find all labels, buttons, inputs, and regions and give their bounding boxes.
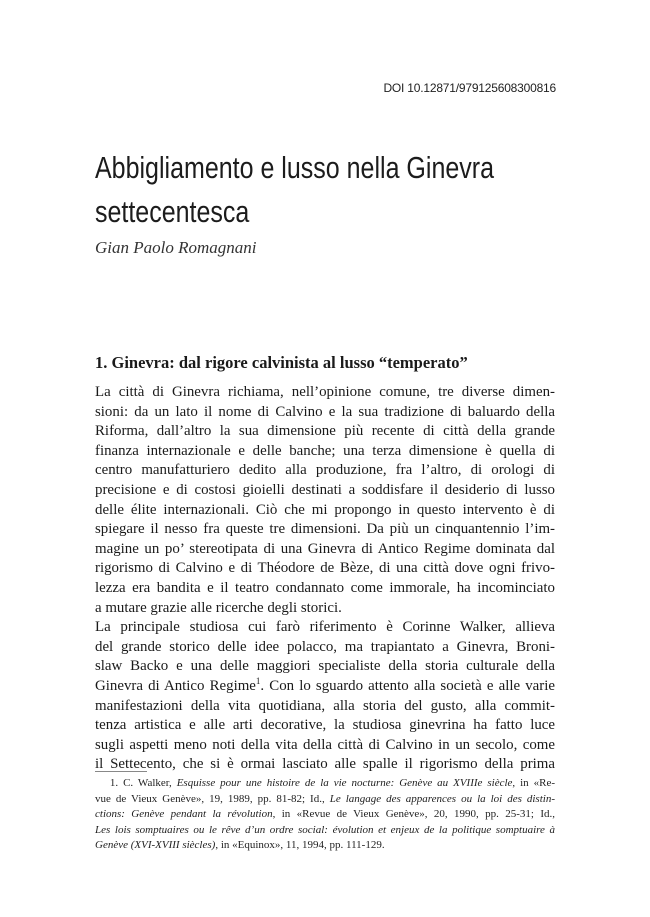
body-line: il Settecento, che si è ormai lasciato alle spalle il rigorismo della prima: [95, 756, 555, 773]
body-line: sioni: da un lato il nome di Calvino e la sua tradizione di baluardo della: [95, 403, 555, 420]
footnote-line: [95, 807, 555, 823]
body-line: La principale studiosa cui farò riferimento è Corinne Walker, allieva: [95, 619, 555, 636]
body-line: slaw Backo e una delle maggiori specialiste della storia culturale della: [95, 658, 555, 675]
body-line-start: Ginevra di Antico Regime: [95, 677, 256, 694]
footnote-text: vue de Vieux Genève», 19, 1989, pp. 81-82; Id.,: [95, 792, 325, 805]
footnote-number: 1.: [109, 777, 119, 789]
body-line: manifestazioni della vita quotidiana, alla storia del gusto, alla commit-: [95, 697, 555, 714]
footnote-line: [95, 838, 555, 854]
body-text: [95, 383, 555, 775]
body-line: sugli aspetti meno noti della vita della città di Calvino in un secolo, come: [95, 736, 555, 753]
footnote-text: , in «Re-: [512, 777, 556, 789]
footnote-line: [95, 823, 555, 839]
body-line: centro manufatturiero dedito alla produzione, fra l’altro, di orologi di: [95, 462, 555, 479]
body-line-end: . Con lo sguardo attento alla società e alle varie: [260, 677, 555, 694]
body-line: spiegare il nesso fra queste tre dimensioni. Da più un cinquantennio l’im-: [95, 521, 555, 538]
footnote: [95, 776, 555, 854]
footnote-title: Genève (XVI-XVIII siècles): [95, 839, 216, 851]
body-line: delle élite internazionali. Ciò che mi propongo in questo intervento è di: [95, 501, 555, 518]
body-line: del grande storico delle idee polacco, ma trapiantato a Ginevra, Broni-: [95, 638, 555, 655]
article-title: [95, 146, 554, 234]
body-line: Riforma, dall’altro la sua dimensione più recente di città della grande: [95, 423, 555, 440]
doi-identifier: DOI 10.12871/979125608300816: [383, 81, 556, 95]
footnote-title: Esquisse pour une histoire de la vie nocturne: Genève au XVIIIe siècle: [176, 777, 513, 789]
body-line: a mutare grazie alle ricerche degli storici.: [95, 599, 342, 616]
article-author: Gian Paolo Romagnani: [95, 238, 257, 257]
article-title-line-2: settecentesca: [95, 195, 250, 229]
body-line: La città di Ginevra richiama, nell’opinione comune, tre diverse dimen-: [95, 384, 555, 400]
footnote-separator: [95, 771, 147, 772]
footnote-title: ctions: Genève pendant la révolution: [95, 808, 273, 820]
footnote-title: Le langage des apparences ou la loi des distin-: [329, 792, 555, 805]
body-line: lezza era bandita e il teatro condannato come immorale, ha incominciato: [95, 579, 555, 596]
footnote-line: [95, 792, 555, 808]
body-line: magine un po’ stereotipata di una Ginevra di Antico Regime dominata dal: [95, 540, 555, 557]
footnote-text: , in «Revue de Vieux Genève», 20, 1990, pp. 25-31; Id.,: [272, 808, 555, 820]
body-line: rigorismo di Calvino e di Théodore de Bèze, di una città dove ogni frivo-: [95, 560, 555, 577]
footnote-marker[interactable]: 1: [255, 675, 261, 686]
footnote-author: C. Walker,: [123, 777, 172, 789]
footnote-title: Les lois somptuaires ou le rêve d’un ordre social: évolution et enjeux de la politique somptuaire à: [95, 823, 555, 836]
body-line: tenza artistica e alle arti decorative, la studiosa ginevrina ha fatto luce: [95, 717, 555, 734]
footnote-text: , in «Equinox», 11, 1994, pp. 111-129.: [215, 839, 385, 851]
body-line: finanza internazionale e delle banche; una terza dimensione è quella di: [95, 442, 555, 459]
body-line: precisione e di costosi gioielli destinati a soddisfare il desiderio di lusso: [95, 481, 555, 498]
article-title-line-1: Abbigliamento e lusso nella Ginevra: [95, 151, 495, 185]
section-heading: 1. Ginevra: dal rigore calvinista al lusso “temperato”: [95, 353, 468, 372]
body-line-with-footnote: [95, 677, 555, 697]
footnote-line: [95, 776, 555, 792]
